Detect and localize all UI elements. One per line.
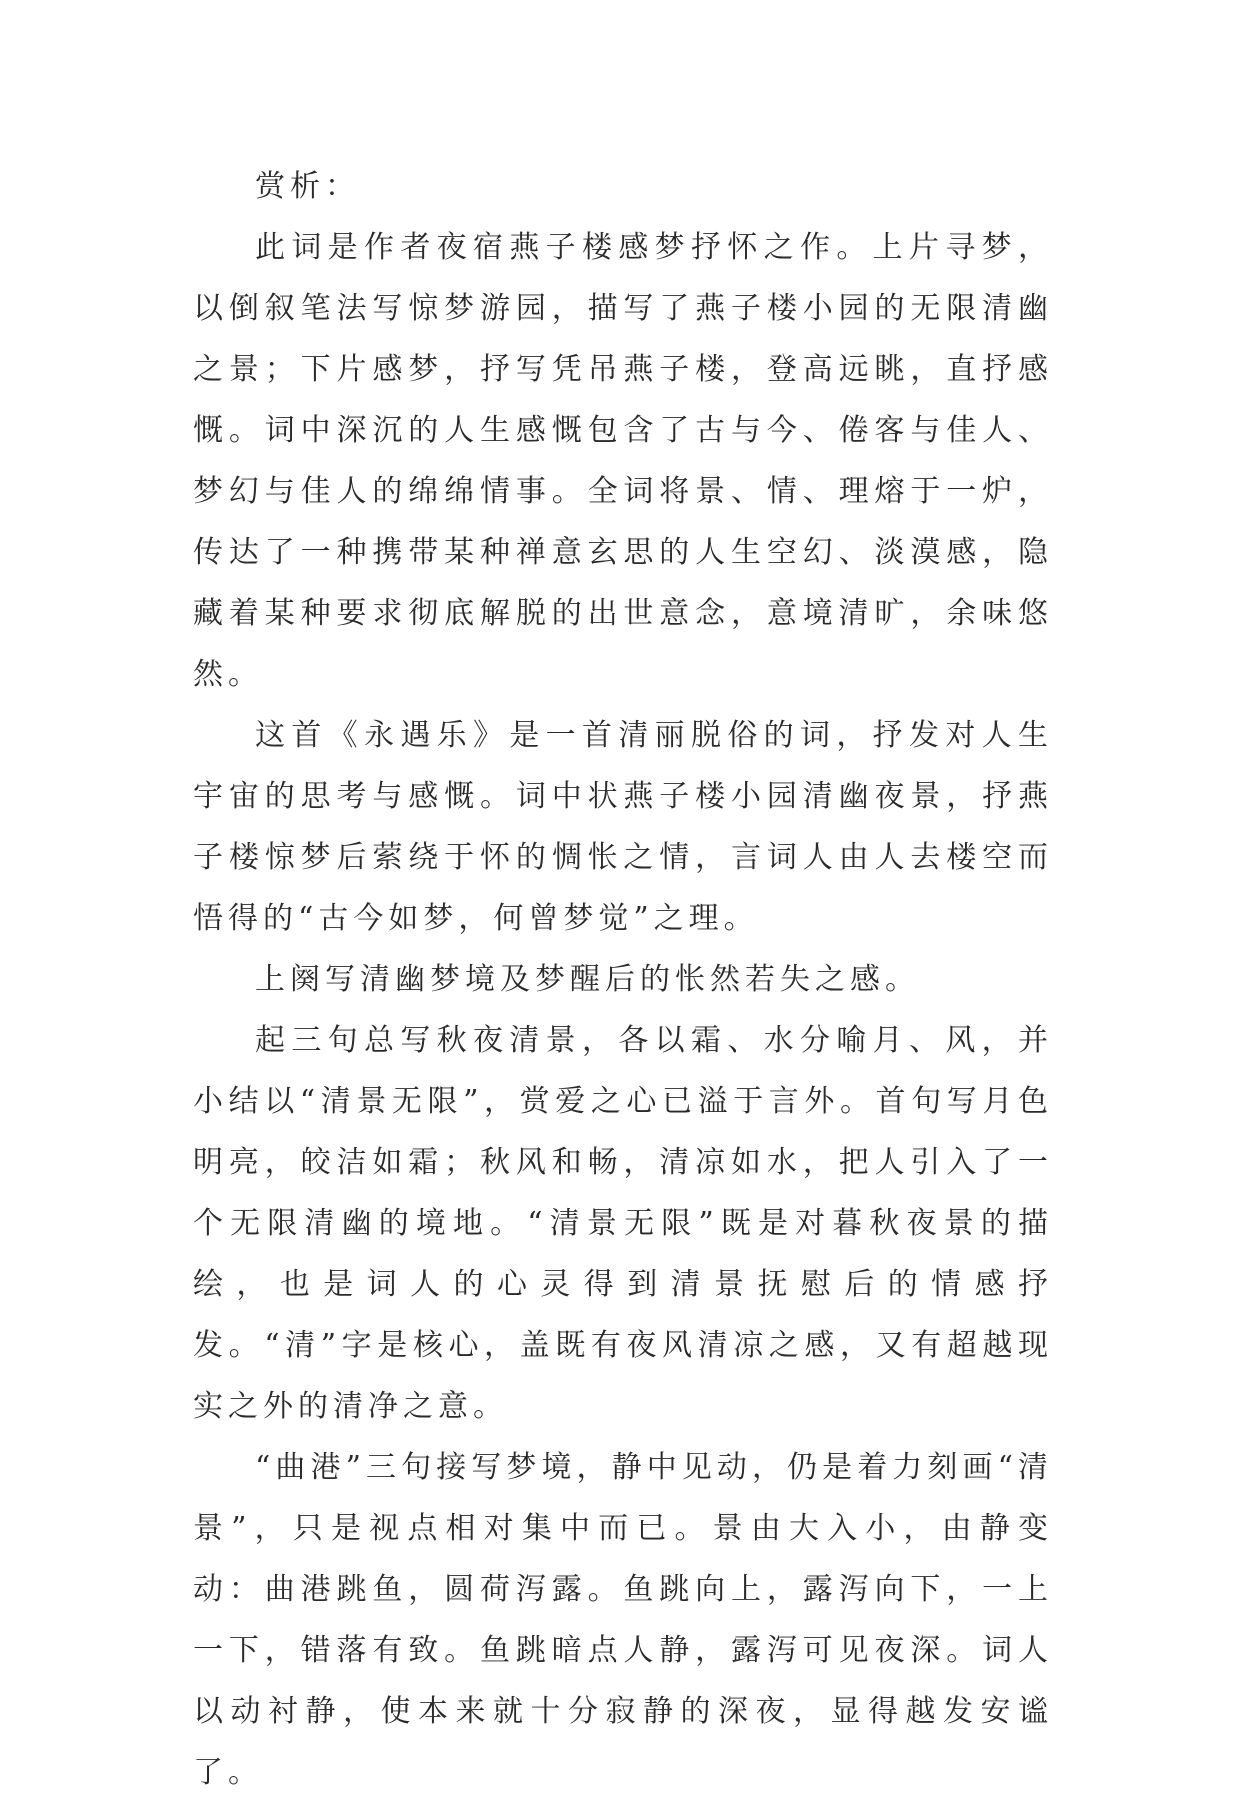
- paragraph-heading: 赏析：: [255, 169, 360, 204]
- paragraph: “曲港”三句接写梦境，静中见动，仍是着力刻画“清景”，只是视点相对集中而已。景由大入小，由静变动：曲港跳鱼，圆荷泻露。鱼跳向上，露泻向下，一上一下，错落有致。鱼跳暗点人静，露泻可见夜深。词人以动衬静，使本来就十分寂静的深夜，显得越发安谧了。: [193, 1450, 1053, 1790]
- paragraph: 此词是作者夜宿燕子楼感梦抒怀之作。上片寻梦，以倒叙笔法写惊梦游园，描写了燕子楼小园的无限清幽之景；下片感梦，抒写凭吊燕子楼，登高远眺，直抒感慨。词中深沉的人生感慨包含了古与今、倦客与佳人、梦幻与佳人的绵绵情事。全词将景、情、理熔于一炉，传达了一种携带某种禅意玄思的人生空幻、淡漠感，隐藏着某种要求彻底解脱的出世意念，意境清旷，余味悠然。: [193, 230, 1053, 692]
- paragraph: 起三句总写秋夜清景，各以霜、水分喻月、风，并小结以“清景无限”，赏爱之心已溢于言外。首句写月色明亮，皎洁如霜；秋风和畅，清凉如水，把人引入了一个无限清幽的境地。“清景无限”既是对暮秋夜景的描绘，也是词人的心灵得到清景抚慰后的情感抒发。“清”字是核心，盖既有夜风清凉之感，又有超越现实之外的清净之意。: [193, 1023, 1053, 1424]
- body-text: [193, 156, 1053, 1803]
- paragraph: 这首《永遇乐》是一首清丽脱俗的词，抒发对人生宇宙的思考与感慨。词中状燕子楼小园清幽夜景，抒燕子楼惊梦后萦绕于怀的惆怅之情，言词人由人去楼空而悟得的“古今如梦，何曾梦觉”之理。: [193, 718, 1053, 936]
- paragraph: 上阕写清幽梦境及梦醒后的怅然若失之感。: [255, 962, 920, 997]
